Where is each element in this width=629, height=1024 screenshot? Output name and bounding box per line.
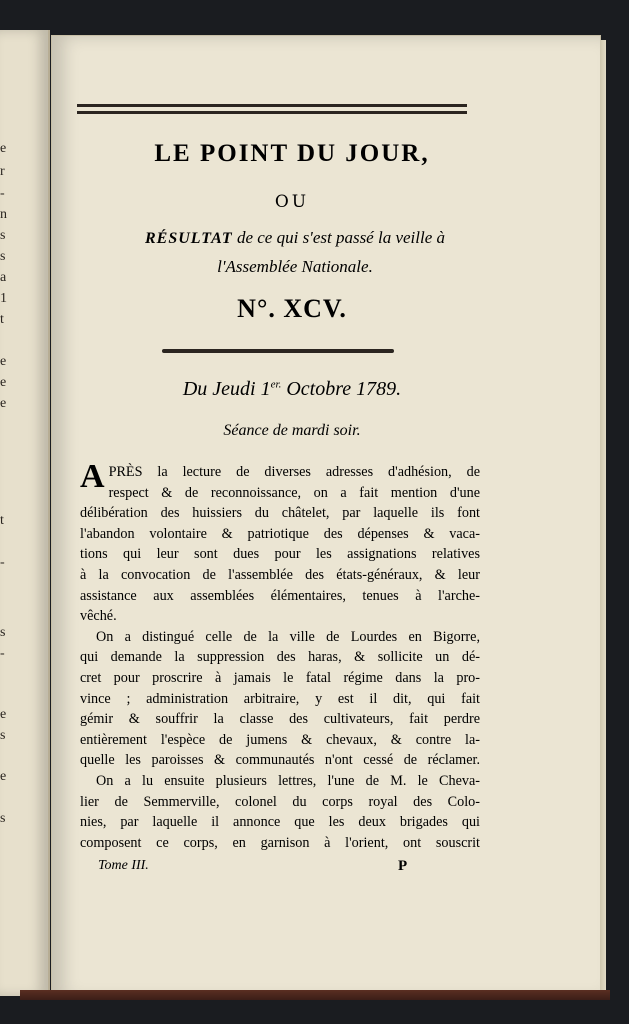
signature-mark: P bbox=[398, 858, 408, 874]
session-heading: Séance de mardi soir. bbox=[223, 422, 361, 439]
text-line: respect & de reconnoissance, on a fait mention d'une bbox=[108, 484, 480, 501]
drop-cap: A bbox=[80, 458, 105, 495]
left-page-fragment: e bbox=[0, 707, 7, 722]
text-line: à la convocation de l'assemblée des états-généraux, & leur bbox=[80, 566, 480, 583]
text-line: qui demande la suppression des haras, & sollicite un dé- bbox=[80, 649, 480, 666]
subtitle-caps: RÉSULTAT bbox=[144, 230, 233, 247]
left-page-fragment: s bbox=[0, 811, 6, 826]
subtitle-line-2: l'Assemblée Nationale. bbox=[217, 257, 373, 276]
left-page-fragment: s bbox=[0, 728, 6, 743]
text-line: délibération des huissiers du châtelet, par laquelle ils font bbox=[80, 505, 480, 522]
text-line: vince ; administration arbitraire, y est il dit, qui fait bbox=[80, 690, 480, 707]
left-page-margin bbox=[0, 30, 50, 996]
left-page-fragment: - bbox=[0, 555, 5, 570]
masthead-title: LE POINT DU JOUR, bbox=[154, 140, 430, 167]
dateline bbox=[62, 378, 522, 401]
text-line: lier de Semmerville, colonel du corps royal des Colo- bbox=[80, 793, 480, 810]
left-page-fragment: t bbox=[0, 513, 4, 528]
middle-rule bbox=[162, 349, 394, 353]
left-page-fragment: e bbox=[0, 769, 7, 784]
left-page-fragment: s bbox=[0, 228, 6, 243]
text-line: cret pour proscrire à jamais le fatal régime dans la pro- bbox=[80, 669, 480, 686]
left-page-fragment: n bbox=[0, 207, 7, 222]
left-page-fragment: s bbox=[0, 249, 6, 264]
text-line: assistance aux assemblées élémentaires, tenues à l'arche- bbox=[80, 587, 480, 604]
left-page-fragment: t bbox=[0, 312, 4, 327]
left-page-fragment: a bbox=[0, 270, 7, 285]
text-line: quelle les paroisses & communautés n'ont cessé de réclamer. bbox=[80, 752, 480, 769]
text-line: On a distingué celle de la ville de Lourdes en Bigorre, bbox=[96, 628, 480, 645]
left-page-fragment: e bbox=[0, 354, 7, 369]
volume-footer: Tome III. bbox=[98, 858, 149, 873]
masthead-subtitle bbox=[70, 224, 520, 281]
top-double-rule bbox=[77, 104, 467, 114]
text-line: vêché. bbox=[80, 608, 117, 625]
page-edge bbox=[600, 40, 606, 994]
text-line: On a lu ensuite plusieurs lettres, l'une de M. le Cheva- bbox=[96, 772, 480, 789]
text-line: l'abandon volontaire & patriotique des dépenses & vaca- bbox=[80, 525, 480, 542]
article-body bbox=[80, 458, 480, 853]
left-page-fragment: e bbox=[0, 141, 7, 156]
left-page-fragment: e bbox=[0, 375, 7, 390]
subtitle-line-1: de ce qui s'est passé la veille à bbox=[232, 228, 446, 247]
issue-number: N°. XCV. bbox=[237, 294, 347, 323]
dateline-ordinal: er. bbox=[270, 378, 282, 391]
text-line: nies, par laquelle il annonce que les deux brigades qui bbox=[80, 814, 480, 831]
left-page-fragment: - bbox=[0, 186, 5, 201]
text-line: PRÈS la lecture de diverses adresses d'adhésion, de bbox=[108, 464, 480, 480]
text-line: gémir & souffrir la classe des cultivateurs, fait perdre bbox=[80, 711, 480, 728]
book-cover-edge bbox=[20, 990, 610, 1000]
left-page-fragment: - bbox=[0, 646, 5, 661]
dateline-suffix: Octobre 1789. bbox=[281, 378, 402, 400]
masthead-ou: OU bbox=[274, 192, 310, 212]
left-page-fragment: e bbox=[0, 396, 7, 411]
left-page-fragment: r bbox=[0, 164, 5, 179]
left-page-fragment: s bbox=[0, 625, 6, 640]
text-line: tions qui leur sont dues pour les assignations relatives bbox=[80, 546, 480, 563]
text-line: composent ce corps, en garnison à l'orient, ont souscrit bbox=[80, 834, 480, 851]
dateline-prefix: Du Jeudi 1 bbox=[182, 378, 271, 400]
left-page-fragment: 1 bbox=[0, 291, 7, 306]
text-line: entièrement l'espèce de jumens & chevaux, & contre la- bbox=[80, 731, 480, 748]
